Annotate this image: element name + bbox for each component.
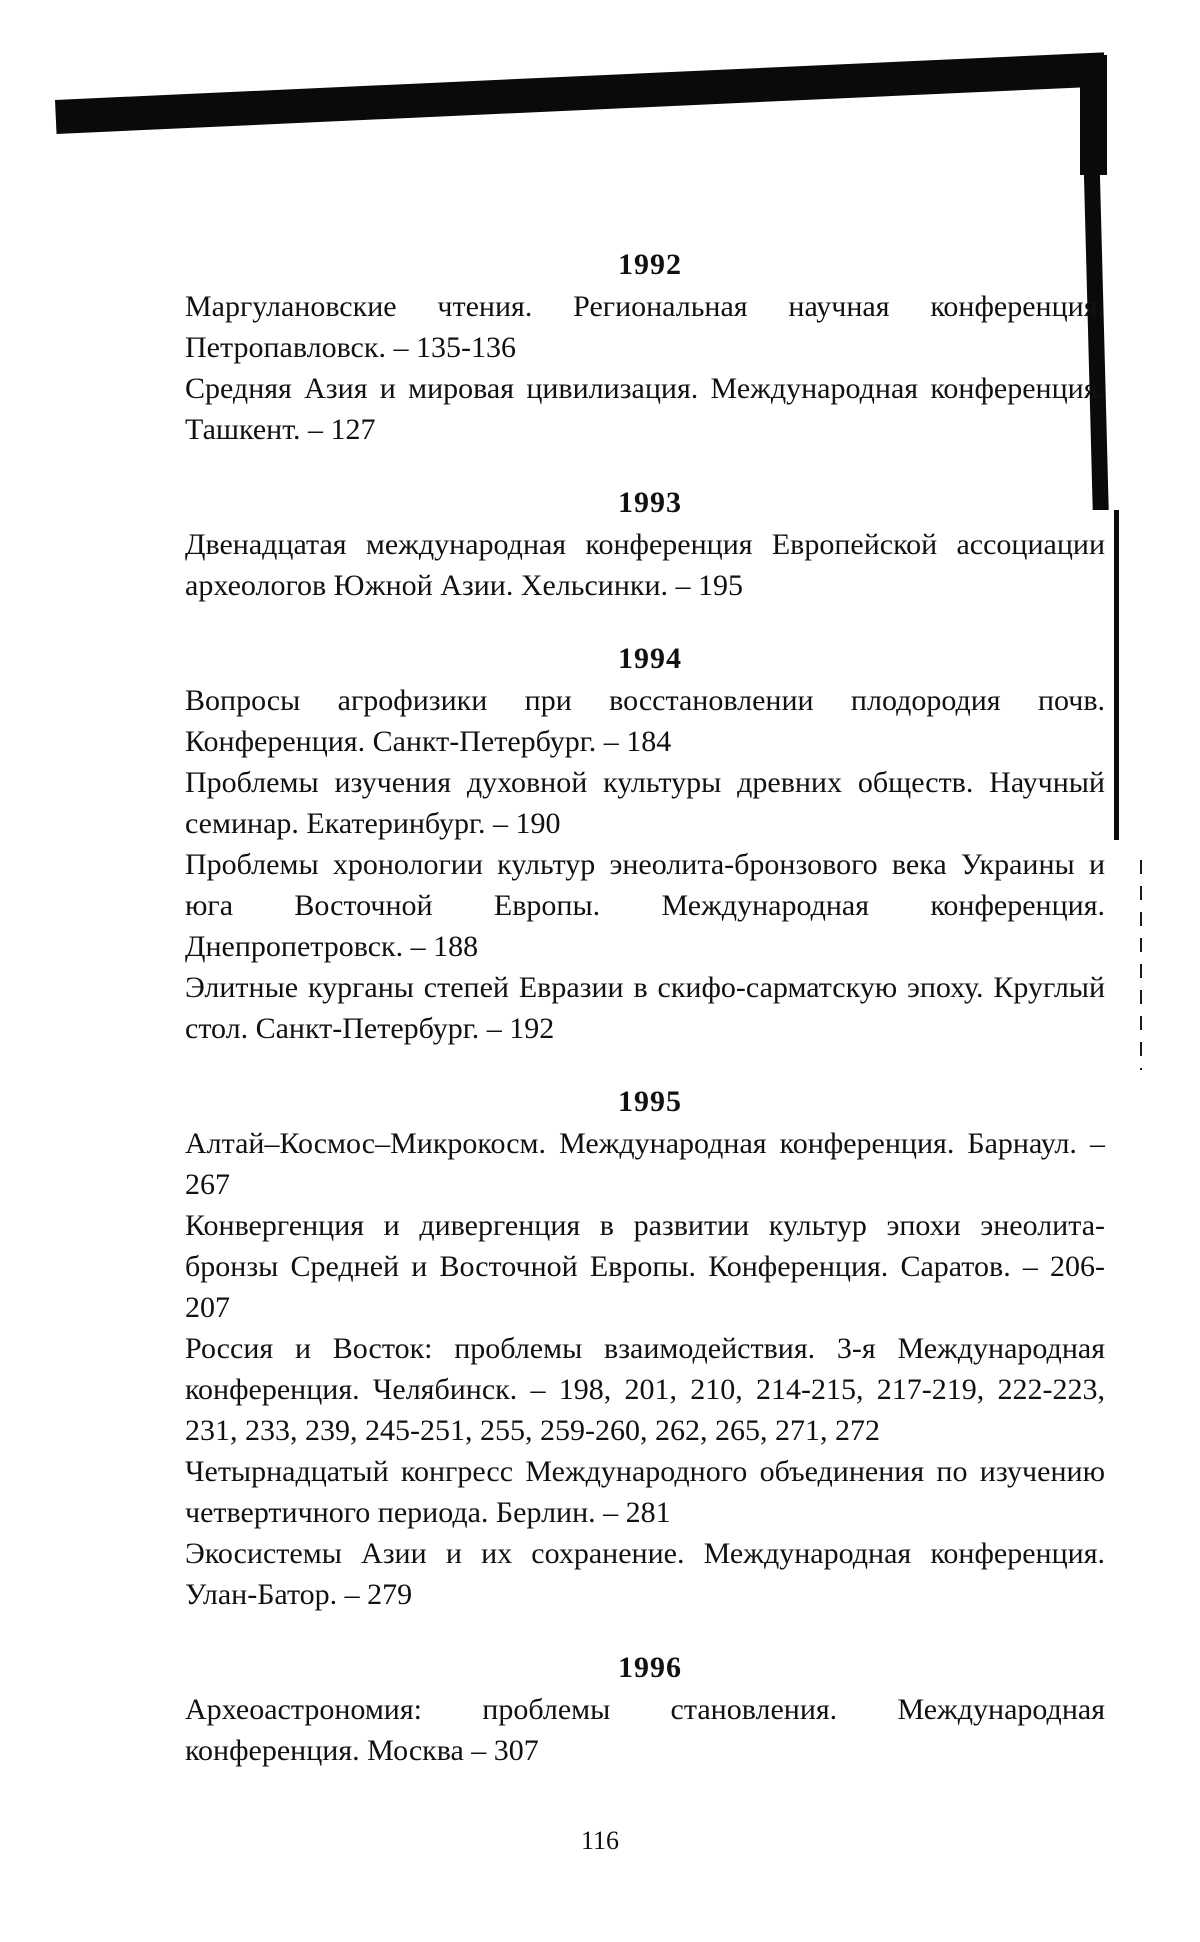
conference-entry: Вопросы агрофизики при восстановлении плодородия почв. Конференция. Санкт-Петербург. – 184 <box>185 684 1105 758</box>
conference-entry: Экосистемы Азии и их сохранение. Международная конференция. Улан-Батор. – 279 <box>185 1537 1105 1611</box>
year-heading: 1993 <box>618 486 682 519</box>
year-section-1994 <box>185 640 1115 1049</box>
conference-entry: Двенадцатая международная конференция Европейской ассоциации археологов Южной Азии. Хельсинки. – 195 <box>185 528 1105 602</box>
year-section-1996 <box>185 1649 1115 1771</box>
year-heading: 1996 <box>618 1651 682 1684</box>
conference-entry: Россия и Восток: проблемы взаимодействия. 3-я Международная конференция. Челябинск. – 198, 201, 210, 214-215, 217-219, 222-223, 231, 233, 239, 245-251, 255, 259-260, 262, 265, 271, 272 <box>185 1332 1105 1447</box>
year-heading: 1992 <box>618 248 682 281</box>
conference-entry: Археоастрономия: проблемы становления. Международная конференция. Москва – 307 <box>185 1693 1105 1767</box>
year-heading: 1995 <box>618 1085 682 1118</box>
scan-border-top <box>55 52 1105 134</box>
conference-entry: Средняя Азия и мировая цивилизация. Международная конференция. Ташкент. – 127 <box>185 372 1105 446</box>
year-section-1995 <box>185 1083 1115 1615</box>
page-number: 116 <box>580 1826 620 1855</box>
scan-border-right-dashes <box>1140 860 1142 1070</box>
conference-entry: Четырнадцатый конгресс Международного объединения по изучению четвертичного периода. Берлин. – 281 <box>185 1455 1105 1529</box>
page-body <box>185 246 1115 1805</box>
conference-entry: Проблемы изучения духовной культуры древних обществ. Научный семинар. Екатеринбург. – 190 <box>185 766 1105 840</box>
conference-entry: Проблемы хронологии культур энеолита-бронзового века Украины и юга Восточной Европы. Международная конференция. Днепропетровск. – 188 <box>185 848 1105 963</box>
year-heading: 1994 <box>618 642 682 675</box>
conference-entry: Конвергенция и дивергенция в развитии культур эпохи энеолита-бронзы Средней и Восточной Европы. Конференция. Саратов. – 206-207 <box>185 1209 1105 1324</box>
year-section-1992 <box>185 246 1115 450</box>
year-section-1993 <box>185 484 1115 606</box>
conference-entry: Элитные курганы степей Евразии в скифо-сарматскую эпоху. Круглый стол. Санкт-Петербург. – 192 <box>185 971 1105 1045</box>
conference-entry: Алтай–Космос–Микрокосм. Международная конференция. Барнаул. – 267 <box>185 1127 1105 1201</box>
conference-entry: Маргулановские чтения. Региональная научная конференция. Петропавловск. – 135-136 <box>185 290 1105 364</box>
